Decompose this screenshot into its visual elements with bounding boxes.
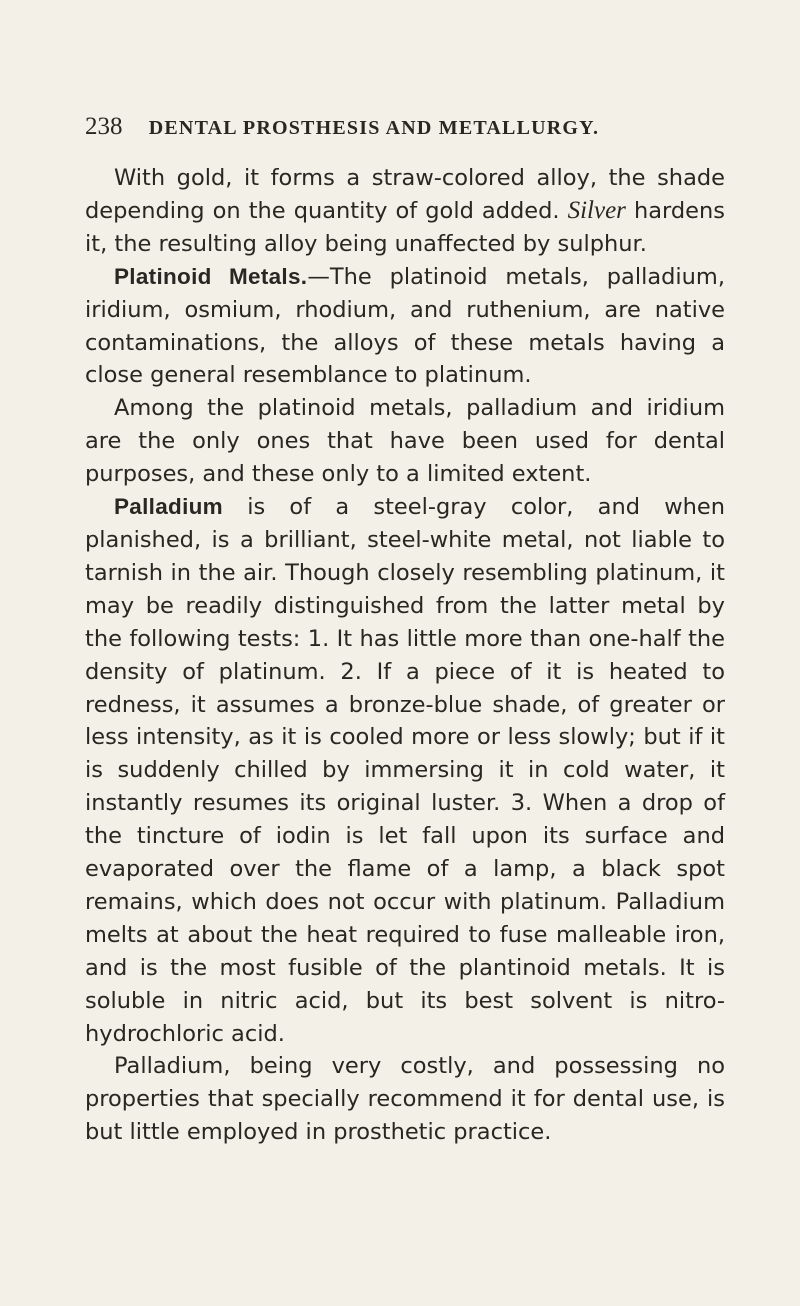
body-text xyxy=(85,162,725,1149)
paragraph-platinoid-metals xyxy=(85,261,725,393)
section-heading-platinoid-metals: Platinoid Metals. xyxy=(114,263,308,289)
paragraph-gold-alloy xyxy=(85,162,725,261)
section-heading-palladium: Palladium xyxy=(114,494,223,520)
paragraph-text: is of a steel-gray color, and when planished, is a brilliant, steel-white metal, not liable to tarnish in the air. Though closely resembling platinum, it may be readily distinguished from the latter metal by the following tests: 1. It has little more than one-half the density of platinum. 2. If a piece of it is heated to redness, it assumes a bronze-blue shade, of greater or less intensity, as it is cooled more or less slowly; but if it is suddenly chilled by immersing it in cold water, it instantly resumes its original luster. 3. When a drop of the tincture of iodin is let fall upon its surface and evaporated over the flame of a lamp, a black spot remains, which does not occur with platinum. Palladium melts at about the heat required to fuse malleable iron, and is the most fusible of the plantinoid metals. It is soluble in nitric acid, but its best solvent is nitro-hydrochloric acid. xyxy=(85,494,725,1047)
page-header xyxy=(85,108,645,147)
paragraph-palladium xyxy=(85,491,725,1050)
paragraph-dental-use xyxy=(85,392,725,491)
paragraph-text: Among the platinoid metals, palladium and iridium are the only ones that have been used for dental purposes, and these only to a limited extent. xyxy=(85,395,725,488)
paragraph-text: Palladium, being very costly, and possessing no properties that specially recommend it for dental use, is but little employed in prosthetic practice. xyxy=(85,1053,725,1146)
italic-term-silver: Silver xyxy=(567,196,626,224)
running-title: DENTAL PROSTHESIS AND METALLURGY. xyxy=(148,117,600,139)
page-number: 238 xyxy=(85,113,123,140)
paragraph-text: With gold, it forms a straw-colored alloy, the shade depending on the quantity of gold added. xyxy=(85,165,725,224)
paragraph-text: —The platinoid metals, palladium, iridium, osmium, rhodium, and ruthenium, are native contaminations, the alloys of these metals having a close general resemblance to platinum. xyxy=(85,263,725,389)
paragraph-palladium-cost xyxy=(85,1050,725,1149)
paragraph-text: hardens it, the resulting alloy being unaffected by sulphur. xyxy=(85,197,725,257)
